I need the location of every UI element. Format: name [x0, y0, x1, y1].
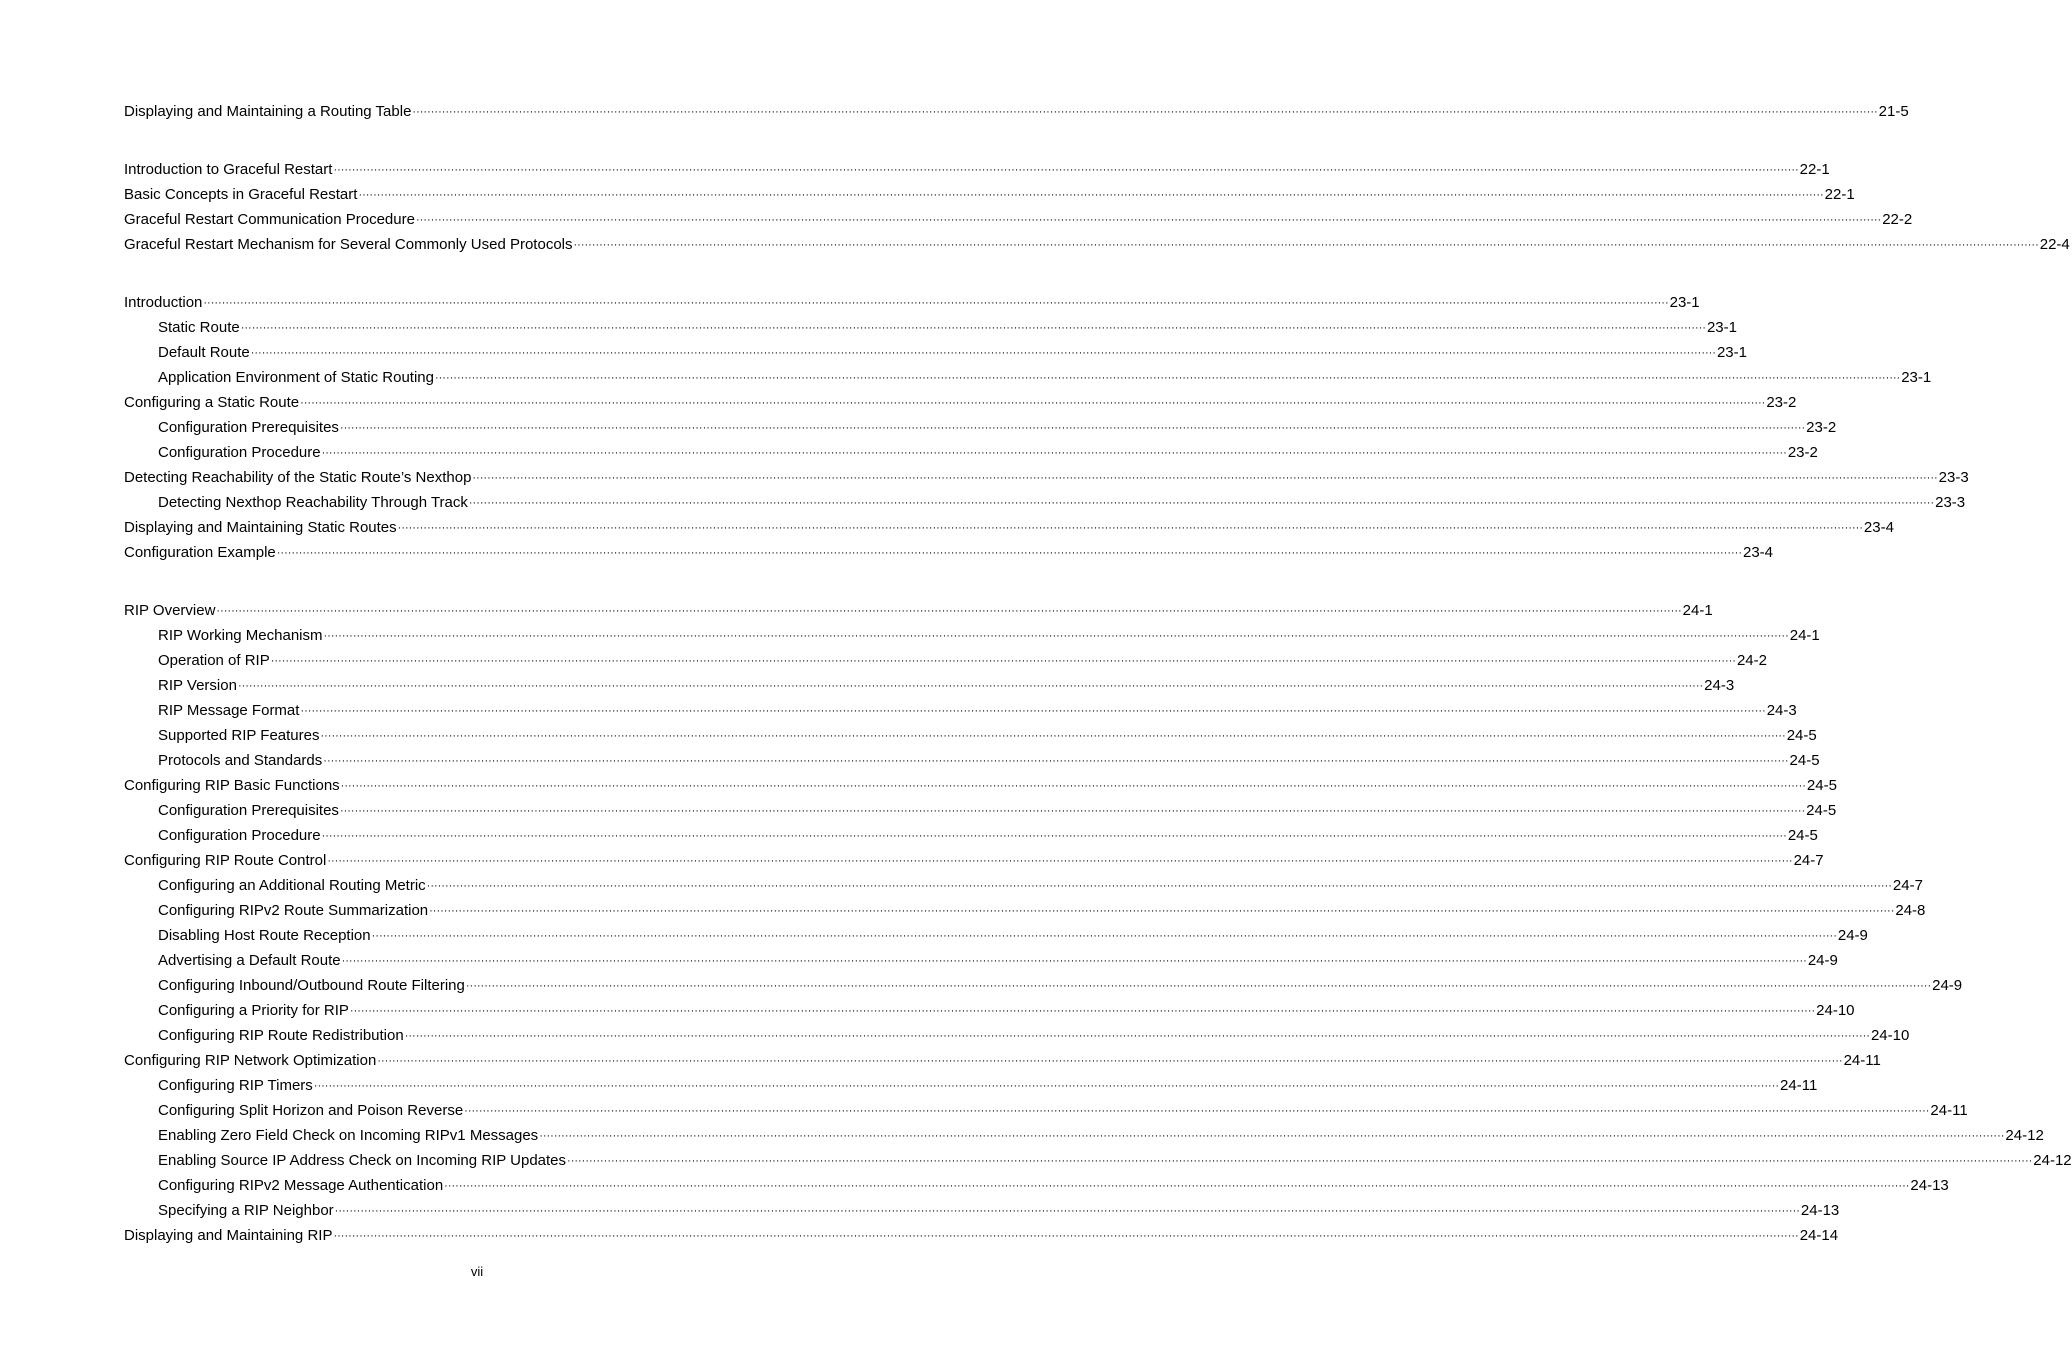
toc-entry-page: 24-10	[1816, 1002, 1855, 1019]
toc-entry[interactable]	[124, 823, 1818, 848]
toc-entry-page: 22-2	[1882, 211, 1913, 228]
toc-entry[interactable]	[124, 923, 1868, 948]
toc-entry-title: Configuring Split Horizon and Poison Reverse	[158, 1102, 464, 1119]
toc-entry-title: Configuration Procedure	[158, 444, 321, 461]
dot-leader: ················································································································································································································································································································································································································	[313, 1080, 1780, 1092]
toc-entry-title: Displaying and Maintaining a Routing Table	[124, 103, 412, 120]
dot-leader: ················································································································································································································································································································································································································	[434, 372, 1901, 384]
toc-entry-page: 24-5	[1786, 727, 1817, 744]
toc-entry-page: 23-2	[1766, 394, 1797, 411]
dot-leader: ················································································································································································································································································································································································································	[300, 397, 1766, 409]
toc-entry-title: Basic Concepts in Graceful Restart	[124, 186, 358, 203]
toc-entry-title: Configuring an Additional Routing Metric	[158, 877, 426, 894]
dot-leader: ················································································································································································································································································································································································································	[415, 214, 1882, 226]
dot-leader: ················································································································································································································································································································································································································	[333, 164, 1799, 176]
toc-entry-title: Supported RIP Features	[158, 727, 320, 744]
toc-entry[interactable]	[124, 973, 1963, 998]
toc-entry[interactable]	[124, 540, 1774, 565]
toc-entry-title: Displaying and Maintaining Static Routes	[124, 519, 397, 536]
toc-entry[interactable]	[124, 773, 1837, 798]
toc-entry[interactable]	[124, 848, 1824, 873]
toc-entry-page: 24-5	[1806, 777, 1837, 794]
toc-entry[interactable]	[124, 698, 1797, 723]
toc-entry[interactable]	[124, 648, 1767, 673]
toc-entry-title: Configuring RIP Basic Functions	[124, 777, 340, 794]
toc-entry-page: 24-5	[1806, 802, 1837, 819]
dot-leader: ················································································································································································································································································································································································································	[358, 189, 1824, 201]
toc-entry-page: 24-9	[1807, 952, 1838, 969]
toc-entry-page: 23-1	[1716, 344, 1747, 361]
toc-entry-page: 24-2	[1736, 652, 1767, 669]
dot-leader: ················································································································································································································································································································································································································	[472, 472, 1938, 484]
dot-leader: ················································································································································································································································································································································································································	[444, 1180, 1910, 1192]
toc-entry-title: Configuration Prerequisites	[158, 802, 339, 819]
toc-entry[interactable]	[124, 1148, 2072, 1173]
dot-leader: ················································································································································································································································································································································································································	[397, 522, 1863, 534]
toc-entry-title: Static Route	[158, 319, 240, 336]
toc-entry-title: Configuring RIP Route Control	[124, 852, 327, 869]
toc-entry-title: RIP Overview	[124, 602, 216, 619]
toc-entry-title: Detecting Nexthop Reachability Through Track	[158, 494, 468, 511]
toc-entry-page: 24-13	[1910, 1177, 1949, 1194]
toc-entry-page: 24-13	[1800, 1202, 1840, 1219]
toc-entry[interactable]	[124, 290, 1700, 315]
dot-leader: ················································································································································································································································································································································································································	[404, 1030, 1870, 1042]
toc-entry-page: 24-12	[2033, 1152, 2072, 1169]
toc-entry-title: Enabling Zero Field Check on Incoming RIPv1 Messages	[158, 1127, 539, 1144]
toc-entry[interactable]	[124, 490, 1966, 515]
toc-entry-page: 24-8	[1895, 902, 1926, 919]
toc-entry-title: Displaying and Maintaining RIP	[124, 1227, 333, 1244]
dot-leader: ················································································································································································································································································································································································································	[539, 1130, 2005, 1142]
toc-entry-page: 23-2	[1787, 444, 1818, 461]
toc-entry[interactable]	[124, 998, 1855, 1023]
toc-entry[interactable]	[124, 1048, 1881, 1073]
dot-leader: ················································································································································································································································································································································································································	[465, 980, 1932, 992]
dot-leader: ················································································································································································································································································································································································································	[573, 239, 2039, 251]
dot-leader: ················································································································································································································································································································································································································	[276, 547, 1742, 559]
dot-leader: ················································································································································································································································································································································································································	[341, 955, 1807, 967]
toc-entry-title: Configuration Example	[124, 544, 276, 561]
toc-entry[interactable]	[124, 898, 1926, 923]
dot-leader: ················································································································································································································································································································································································································	[334, 1205, 1800, 1217]
toc-entry-page: 24-9	[1932, 977, 1963, 994]
toc-entry-title: Detecting Reachability of the Static Route’s Nexthop	[124, 469, 472, 486]
toc-entry-title: RIP Version	[158, 677, 237, 694]
toc-entry-title: Graceful Restart Communication Procedure	[124, 211, 415, 228]
dot-leader: ················································································································································································································································································································································································································	[203, 297, 1669, 309]
page-number: vii	[470, 1264, 484, 1279]
toc-entry-title: Introduction	[124, 294, 203, 311]
toc-entry[interactable]	[124, 1173, 1949, 1198]
toc-entry-title: Advertising a Default Route	[158, 952, 341, 969]
toc-entry-title: Default Route	[158, 344, 250, 361]
toc-entry-page: 24-5	[1787, 827, 1818, 844]
dot-leader: ················································································································································································································································································································································································································	[321, 830, 1787, 842]
toc-entry-title: Configuration Procedure	[158, 827, 321, 844]
toc-entry-page: 23-4	[1863, 519, 1894, 536]
dot-leader: ················································································································································································································································································································································································································	[567, 1155, 2033, 1167]
toc-entry-page: 24-12	[2005, 1127, 2044, 1144]
toc-entry-page: 23-3	[1938, 469, 1969, 486]
toc-entry-title: Operation of RIP	[158, 652, 270, 669]
toc-entry-title: Configuring a Priority for RIP	[158, 1002, 349, 1019]
toc-entry[interactable]	[124, 465, 1969, 490]
toc-entry-page: 24-3	[1766, 702, 1797, 719]
toc-entry-page: 22-1	[1799, 161, 1830, 178]
toc-entry[interactable]	[124, 1123, 2044, 1148]
toc-entry[interactable]	[124, 99, 1909, 124]
toc-entry-title: Protocols and Standards	[158, 752, 323, 769]
toc-entry-title: Configuring RIP Timers	[158, 1077, 313, 1094]
toc-entry-page: 24-14	[1799, 1227, 1839, 1244]
dot-leader: ················································································································································································································································································································································································································	[371, 930, 1837, 942]
dot-leader: ················································································································································································································································································································································································································	[250, 347, 1716, 359]
toc-entry[interactable]	[124, 340, 1747, 365]
toc-entry-title: Configuring RIPv2 Route Summarization	[158, 902, 429, 919]
dot-leader: ················································································································································································································································································································································································································	[237, 680, 1704, 692]
toc-entry[interactable]	[124, 1098, 1968, 1123]
toc-entry-title: Configuring a Static Route	[124, 394, 300, 411]
toc-entry-page: 23-1	[1669, 294, 1700, 311]
toc-entry-title: Configuring Inbound/Outbound Route Filtering	[158, 977, 465, 994]
toc-entry[interactable]	[124, 873, 1923, 898]
dot-leader: ················································································································································································································································································································································································································	[321, 447, 1787, 459]
toc-section-3	[124, 290, 1969, 565]
toc-entry-page: 24-10	[1870, 1027, 1910, 1044]
toc-section-1	[124, 99, 1909, 124]
toc-entry-page: 24-3	[1704, 677, 1735, 694]
toc-entry[interactable]	[124, 182, 1855, 207]
toc-entry[interactable]	[124, 723, 1817, 748]
toc-entry-page: 24-11	[1780, 1077, 1818, 1094]
toc-entry[interactable]	[124, 623, 1820, 648]
toc-entry-page: 24-11	[1930, 1102, 1968, 1119]
dot-leader: ················································································································································································································································································································································································································	[327, 855, 1793, 867]
dot-leader: ················································································································································································································································································································································································································	[323, 630, 1789, 642]
toc-entry[interactable]	[124, 1198, 1840, 1223]
toc-entry-page: 24-7	[1793, 852, 1824, 869]
toc-entry-title: Configuration Prerequisites	[158, 419, 339, 436]
toc-entry-page: 23-3	[1935, 494, 1966, 511]
toc-entry-title: RIP Working Mechanism	[158, 627, 323, 644]
toc-entry-page: 23-1	[1706, 319, 1737, 336]
toc-entry-title: Configuring RIP Route Redistribution	[158, 1027, 404, 1044]
toc-entry-page: 24-1	[1682, 602, 1713, 619]
toc-entry[interactable]	[124, 798, 1837, 823]
toc-entry[interactable]	[124, 232, 2070, 257]
toc-section-2	[124, 157, 2070, 257]
toc-entry-page: 21-5	[1878, 103, 1909, 120]
toc-section-4	[124, 598, 2072, 1248]
toc-entry-title: Application Environment of Static Routing	[158, 369, 434, 386]
toc-entry-title: Enabling Source IP Address Check on Incoming RIP Updates	[158, 1152, 567, 1169]
toc-entry-title: Disabling Host Route Reception	[158, 927, 371, 944]
toc-entry-page: 24-5	[1789, 752, 1820, 769]
toc-entry[interactable]	[124, 948, 1838, 973]
toc-entry[interactable]	[124, 748, 1820, 773]
toc-entry[interactable]	[124, 598, 1713, 623]
toc-entry[interactable]	[124, 157, 1830, 182]
toc-entry-page: 22-4	[2039, 236, 2070, 253]
dot-leader: ················································································································································································································································································································································································································	[216, 605, 1682, 617]
toc-entry[interactable]	[124, 315, 1737, 340]
dot-leader: ················································································································································································································································································································································································································	[323, 755, 1789, 767]
dot-leader: ················································································································································································································································································································································································································	[340, 780, 1806, 792]
dot-leader: ················································································································································································································································································································································································································	[468, 497, 1935, 509]
dot-leader: ················································································································································································································································································································································································································	[464, 1105, 1930, 1117]
toc-entry-page: 24-11	[1843, 1052, 1881, 1069]
dot-leader: ················································································································································································································································································································································································································	[240, 322, 1706, 334]
dot-leader: ················································································································································································································································································································································································································	[339, 422, 1806, 434]
toc-entry-title: Specifying a RIP Neighbor	[158, 1202, 334, 1219]
toc-entry-page: 24-7	[1892, 877, 1923, 894]
toc-entry[interactable]	[124, 1073, 1818, 1098]
toc-entry-page: 24-9	[1837, 927, 1868, 944]
toc-entry[interactable]	[124, 390, 1797, 415]
toc-entry[interactable]	[124, 207, 1913, 232]
dot-leader: ················································································································································································································································································································································································································	[349, 1005, 1816, 1017]
dot-leader: ················································································································································································································································································································································································································	[333, 1230, 1799, 1242]
toc-entry[interactable]	[124, 673, 1735, 698]
toc-entry-page: 23-2	[1806, 419, 1837, 436]
toc-entry[interactable]	[124, 1023, 1910, 1048]
dot-leader: ················································································································································································································································································································································································································	[377, 1055, 1843, 1067]
dot-leader: ················································································································································································································································································································································································································	[339, 805, 1806, 817]
dot-leader: ················································································································································································································································································································································································································	[426, 880, 1892, 892]
toc-entry-page: 23-1	[1901, 369, 1932, 386]
toc-entry-title: Configuring RIP Network Optimization	[124, 1052, 377, 1069]
toc-entry-title: Configuring RIPv2 Message Authentication	[158, 1177, 444, 1194]
dot-leader: ················································································································································································································································································································································································································	[429, 905, 1895, 917]
toc-entry-page: 22-1	[1824, 186, 1855, 203]
toc-entry-page: 24-1	[1789, 627, 1820, 644]
toc-entry-page: 23-4	[1743, 544, 1774, 561]
toc-entry-title: Introduction to Graceful Restart	[124, 161, 333, 178]
dot-leader: ················································································································································································································································································································································································································	[300, 705, 1766, 717]
toc-entry[interactable]	[124, 515, 1894, 540]
toc-entry[interactable]	[124, 440, 1818, 465]
toc-entry-title: Graceful Restart Mechanism for Several Commonly Used Protocols	[124, 236, 573, 253]
dot-leader: ················································································································································································································································································································································································································	[320, 730, 1786, 742]
toc-entry[interactable]	[124, 415, 1837, 440]
toc-entry[interactable]	[124, 365, 1932, 390]
toc-entry-title: RIP Message Format	[158, 702, 300, 719]
dot-leader: ················································································································································································································································································································································································································	[412, 106, 1878, 118]
dot-leader: ················································································································································································································································································································································································································	[270, 655, 1736, 667]
toc-entry[interactable]	[124, 1223, 1839, 1248]
